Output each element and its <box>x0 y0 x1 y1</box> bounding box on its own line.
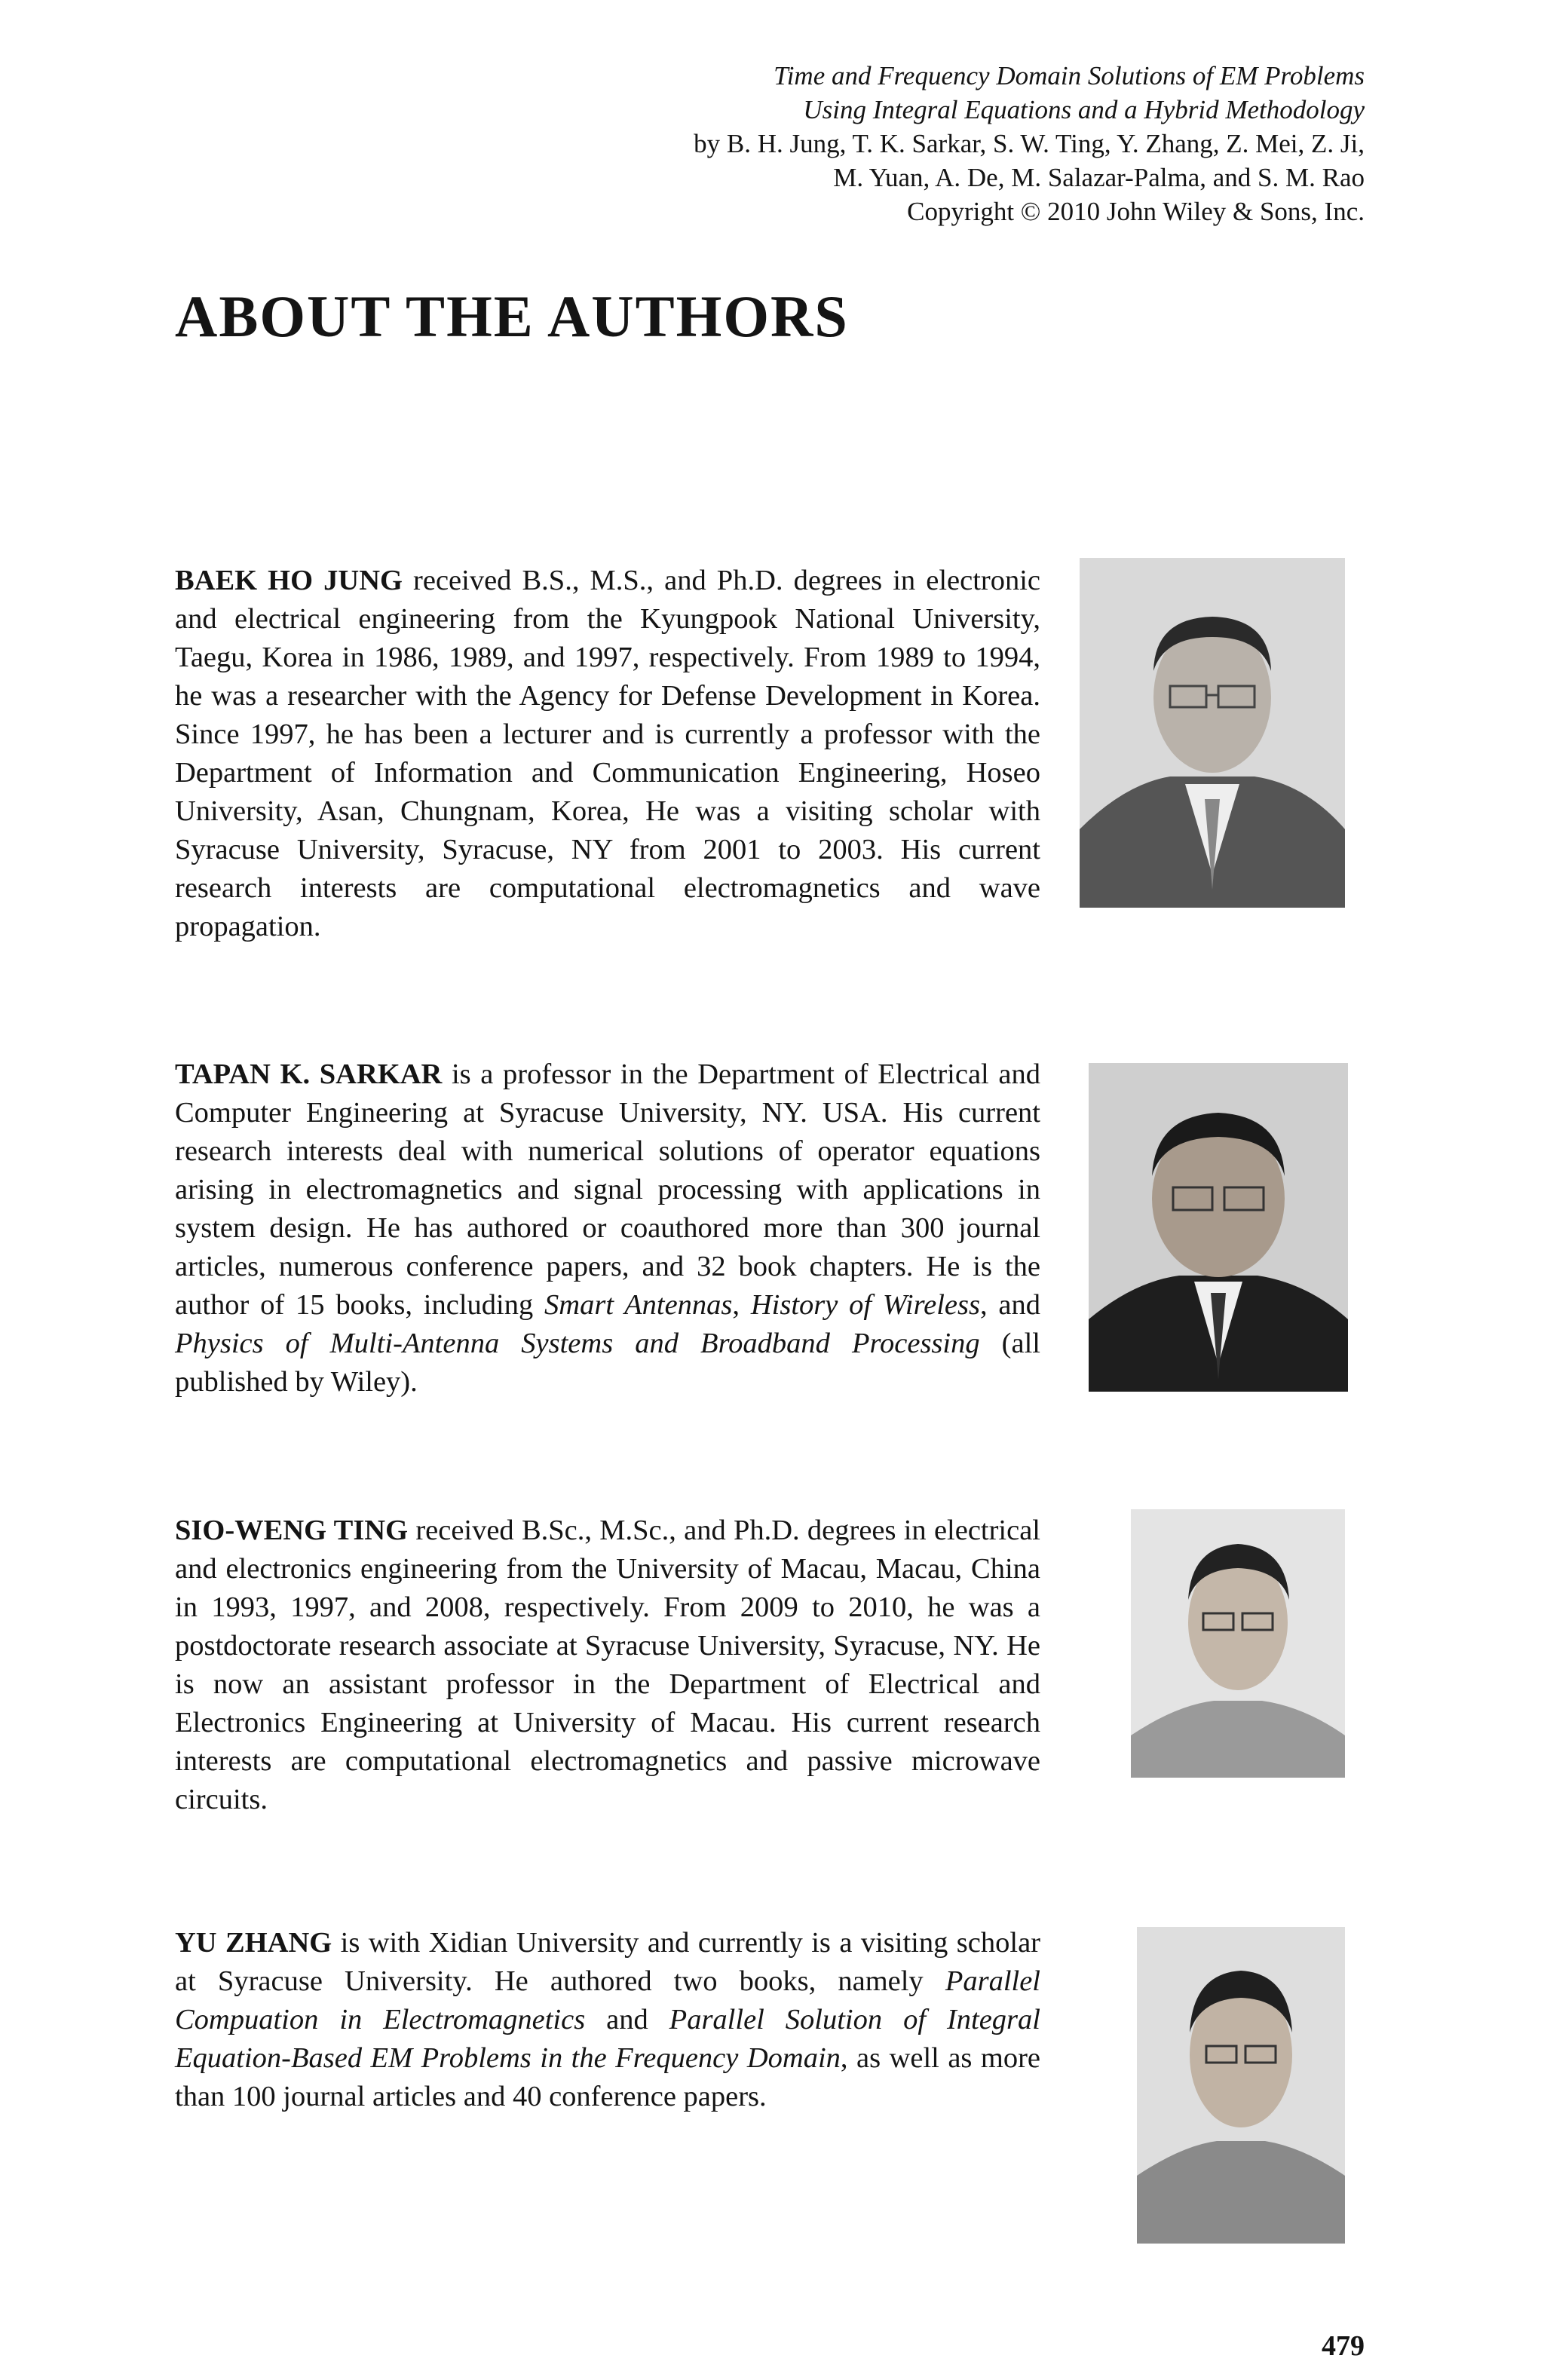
book-title-line-1: Time and Frequency Domain Solutions of EM Problems <box>774 61 1365 90</box>
separator: , and <box>979 1289 1040 1321</box>
author-photo-zhang <box>1137 1927 1345 2244</box>
book-title-line-2: Using Integral Equations and a Hybrid Methodology <box>803 95 1365 124</box>
book-authors-line-2: M. Yuan, A. De, M. Salazar-Palma, and S. M. Rao <box>833 163 1365 192</box>
book-authors-line-1: by B. H. Jung, T. K. Sarkar, S. W. Ting, Y. Zhang, Z. Mei, Z. Ji, <box>694 129 1365 158</box>
page-number: 479 <box>1322 2330 1365 2362</box>
author-photo-ting <box>1131 1509 1345 1778</box>
author-bio-text: , as well as more than 100 journal articles and 40 conference papers. <box>175 2042 1040 2112</box>
author-bio-text: received B.S., M.S., and Ph.D. degrees in electronic and electrical engineering from the Kyungpook National University, Taegu, Korea in 1986, 1989, and 1997, respectively. From 1989 to 1994, he was a researcher with the Agency for Defense Development in Korea. Since 1997, he has been a lecturer and is currently a professor with the Department of Information and Communication Engineering, Hoseo University, Asan, Chungnam, Korea, He was a visiting scholar with Syracuse University, Syracuse, NY from 2001 to 2003. His current research interests are computational electromagnetics and wave propagation. <box>175 565 1041 942</box>
book-title: Smart Antennas <box>544 1289 733 1321</box>
page-title: ABOUT THE AUTHORS <box>175 283 849 349</box>
author-bio-text: received B.Sc., M.Sc., and Ph.D. degrees in electrical and electronics engineering from the University of Macau, Macau, China in 1993, 1997, and 2008, respectively. From 2009 to 2010, he was a postdoctorate research associate at Syracuse University, Syracuse, NY. He is now an assistant professor in the Department of Electrical and Electronics Engineering at University of Macau. His current research interests are computational electromagnetics and passive microwave circuits. <box>175 1515 1040 1815</box>
author-photo-sarkar <box>1089 1063 1348 1392</box>
author-bio-text: is with Xidian University and currently is a visiting scholar at Syracuse University. He authored two books, namely <box>175 1927 1040 1997</box>
book-title: History of Wireless <box>750 1289 980 1321</box>
separator: and <box>585 2004 669 2035</box>
book-title: Parallel Solution of Integral Equation-Based EM Problems in the Frequency Domain <box>175 2004 1040 2074</box>
running-header <box>535 59 1365 228</box>
book-title: Parallel Compuation in Electromagnetics <box>175 1965 1040 2035</box>
author-bio-text: (all published by Wiley). <box>175 1328 1040 1398</box>
book-title: Physics of Multi-Antenna Systems and Broadband Processing <box>175 1328 980 1359</box>
copyright-line: Copyright © 2010 John Wiley & Sons, Inc. <box>907 197 1365 226</box>
author-name: TAPAN K. SARKAR <box>175 1058 443 1090</box>
author-name: SIO-WENG TING <box>175 1515 409 1546</box>
author-bio-zhang <box>175 1924 1040 2116</box>
separator: , <box>732 1289 751 1321</box>
author-bio-sarkar <box>175 1055 1040 1401</box>
author-bio-text: is a professor in the Department of Electrical and Computer Engineering at Syracuse University, NY. USA. His current research interests deal with numerical solutions of operator equations arising in electromagnetics and signal processing with applications in system design. He has authored or coauthored more than 300 journal articles, numerous conference papers, and 32 book chapters. He is the author of 15 books, including <box>175 1058 1040 1321</box>
author-name: YU ZHANG <box>175 1927 332 1959</box>
author-photo-jung <box>1080 558 1345 908</box>
author-bio-ting <box>175 1512 1040 1819</box>
author-name: BAEK HO JUNG <box>175 565 403 596</box>
author-bio-jung <box>175 562 1040 946</box>
